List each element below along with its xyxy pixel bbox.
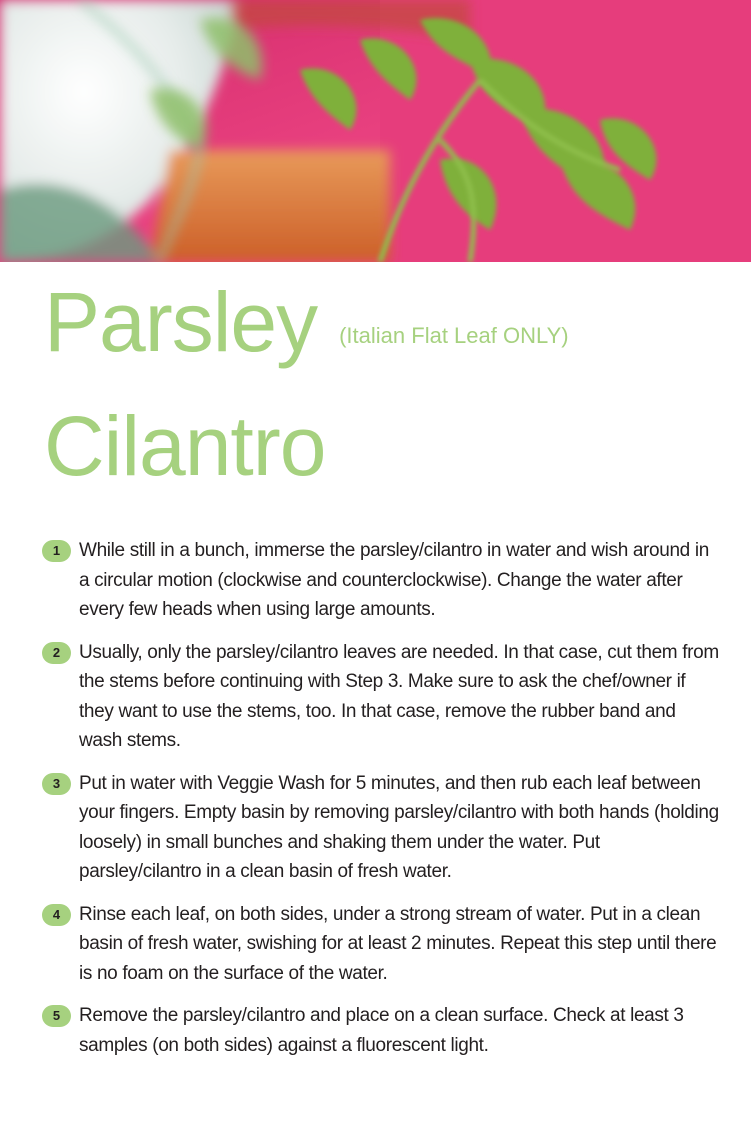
title-line-2 [44,399,326,493]
step-number-badge: 5 [42,1005,71,1027]
step-number-badge: 1 [42,540,71,562]
step-text: Rinse each leaf, on both sides, under a strong stream of water. Put in a clean basin of fresh water, swishing for at least 2 minutes. Repeat this step until there is no foam on the surface of the water. [79,903,717,984]
title-line-1 [44,275,569,369]
header-photo [0,0,751,262]
step-item [42,769,722,887]
step-item [42,1001,722,1060]
step-text: Remove the parsley/cilantro and place on a clean surface. Check at least 3 samples (on both sides) against a fluorescent light. [79,1005,684,1056]
title-subtitle: (Italian Flat Leaf ONLY) [339,323,569,348]
step-number-badge: 3 [42,773,71,795]
step-number-badge: 2 [42,642,71,664]
step-text: Put in water with Veggie Wash for 5 minutes, and then rub each leaf between your fingers. Empty basin by removing parsley/cilantro with both hands (holding loosely) in small bunches and shaking them under the water. Put parsley/cilantro in a clean basin of fresh water. [79,772,719,882]
step-number-badge: 4 [42,904,71,926]
step-text: While still in a bunch, immerse the parsley/cilantro in water and wish around in a circular motion (clockwise and counterclockwise). Change the water after every few heads when using large amounts. [79,540,709,620]
parsley-leaves-photo [0,0,751,262]
step-text: Usually, only the parsley/cilantro leaves are needed. In that case, cut them from the stems before continuing with Step 3. Make sure to ask the chef/owner if they want to use the stems, too. In that case, remove the rubber band and wash stems. [79,641,719,751]
title-cilantro: Cilantro [44,399,326,493]
step-item [42,900,722,989]
title-parsley: Parsley [44,275,318,369]
step-item [42,638,722,756]
step-item [42,536,722,625]
steps-list [42,536,722,1073]
